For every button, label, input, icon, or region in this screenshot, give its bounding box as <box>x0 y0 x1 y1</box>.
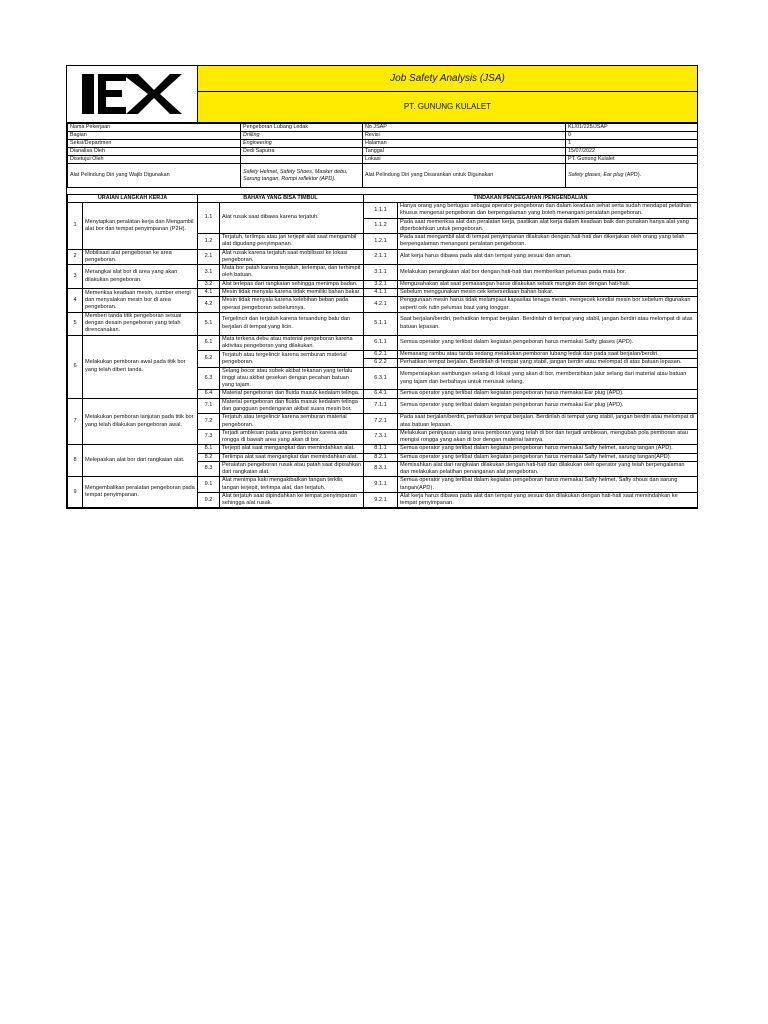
hazard-text: Terjatuh, terlimpa atau jari terjepit alat saat mengambil alat digudang penyimpanan. <box>220 234 364 250</box>
info-label: No JSAP <box>363 124 566 132</box>
hazard-text: Mesin tidak menyala karena kelebihan beban pada operasi pengeboran sebelumnya. <box>220 297 364 313</box>
table-row <box>68 398 698 414</box>
apd-required-label: Alat Pelindung Diri yang Wajib Digunakan <box>68 164 241 188</box>
hazard-number: 1.1 <box>198 203 220 234</box>
apd-row <box>68 164 698 188</box>
header <box>67 66 697 123</box>
info-row <box>68 124 698 132</box>
info-row <box>68 148 698 156</box>
info-row <box>68 156 698 164</box>
analysis-table <box>67 188 698 508</box>
step-text: Melakukan pemboran lanjutan pada titik bor yang telah dilakukan pengeboran awal. <box>83 398 198 445</box>
hazard-text: Material pengeboran dan fluida masuk kedalam telinga. <box>220 390 364 398</box>
hazard-text: Selang bocor atau sobek akibat tekanan yang terlalu tinggi atau akibat gesekan dengan pecahan batuan yang tajam. <box>220 367 364 390</box>
control-number: 6.3.1 <box>364 367 398 390</box>
info-value: 0 <box>566 132 698 140</box>
step-number: 2 <box>68 249 83 265</box>
info-value: PT. Gunung Kulalet <box>566 156 698 164</box>
table-row <box>68 203 698 219</box>
hazard-text: Alat rusak karena terjatuh saat mobilisasi ke lokasi pengeboran. <box>220 249 364 265</box>
control-text: Pada saat mengambil alat di tempat penyimpanan dilakukan dengan hati-hati dan dikerjakan oleh orang yang telah berpengalaman menangani peralatan pengeboran. <box>398 234 698 250</box>
control-text: Semua operator yang terlibat dalam kegiatan pengeboran harus memakai Safty helmet, sarung tangan (APD). <box>398 445 698 453</box>
info-label: Nama Pekerjaan <box>68 124 241 132</box>
hazard-text: Alat terlepas dari rangkaian sehingga menimpa badan. <box>220 280 364 288</box>
apd-suggested-items: Safety glases, Ear plug <box>568 172 624 179</box>
hazard-text: Mata bor patah karena terjatuh, terlempar, dan terhimpit oleh batuan. <box>220 265 364 281</box>
hazard-number: 7.1 <box>198 398 220 414</box>
info-label: Disetujui Oleh <box>68 156 241 164</box>
info-value: Dedi Saputra <box>241 148 363 156</box>
hazard-text: Terjepit alat saat mengangkat dan memindahkan alat. <box>220 445 364 453</box>
control-number: 9.1.1 <box>364 477 398 493</box>
hazard-text: Mesin tidak menyala karena tidak memiliki bahan bakar. <box>220 289 364 297</box>
info-label: Seksi/Departmen <box>68 140 241 148</box>
step-number: 4 <box>68 289 83 313</box>
control-number: 3.2.1 <box>364 280 398 288</box>
info-value: 1 <box>566 140 698 148</box>
company-name: PT. GUNUNG KULALET <box>198 92 697 122</box>
hazard-number: 5.1 <box>198 312 220 335</box>
control-number: 9.2.1 <box>364 492 398 508</box>
control-number: 6.1.1 <box>364 335 398 351</box>
hazard-text: Material pengeboran dan fluida masuk kedalam telinga dan gangguan pendengaran akibat suara mesin bor. <box>220 398 364 414</box>
control-text: Alat kerja harus dibawa pada alat dan tempat yang sesuai dan dilakukan dengan hati-hati saat memindahkan ke tempat penyimpanan. <box>398 492 698 508</box>
table-row <box>68 265 698 281</box>
info-value: Engineering <box>241 140 363 148</box>
info-row <box>68 140 698 148</box>
step-text: Memberi tanda titik pengeboran sesuai dengan desain pengeboran yang telah direncanakan. <box>83 312 198 335</box>
control-text: Semua operator yang terlibat dalam kegiatan pengeboran harus memakai Ear plug (APD). <box>398 390 698 398</box>
table-row <box>68 249 698 265</box>
control-number: 4.1.1 <box>364 289 398 297</box>
hazard-number: 8.2 <box>198 453 220 461</box>
control-text: Saat berjalan/berdiri, perhatikan tempat berjalan. Berdirilah di tempat yang stabil, jangan berdiri atau melompat di atas batuan lepasan. <box>398 312 698 335</box>
control-number: 5.1.1 <box>364 312 398 335</box>
hazard-text: Terjatuh atau tergelincir karena semburan material pengeboran. <box>220 414 364 430</box>
step-number: 8 <box>68 445 83 477</box>
control-text: Semua operator yang terlibat dalam kegiatan pengeboran harus memakai Safty glases (APD). <box>398 335 698 351</box>
control-number: 1.1.2 <box>364 218 398 234</box>
hazard-number: 8.3 <box>198 461 220 477</box>
step-text: Menyiapkan peralatan kerja dan Mengambil alat bor dari tempat penyimpanan (P2H). <box>83 203 198 250</box>
step-number: 9 <box>68 477 83 508</box>
steps-column-header: URAIAN LANGKAH KERJA <box>68 195 198 203</box>
control-text: Memisahkan alat dari rangkaian dilakukan dengan hati-hati dan dilakukan oleh operator yang telah berpengalaman dan melakukan pelatihan penanganan alat pengeboran. <box>398 461 698 477</box>
hazard-number: 8.1 <box>198 445 220 453</box>
control-number: 4.2.1 <box>364 297 398 313</box>
hazard-number: 9.2 <box>198 492 220 508</box>
hazard-text: Mata terkena debu atau material pengeboran karena aktivitas pengeboran yang dilakukan. <box>220 335 364 351</box>
control-text: Mempersiapkan sambungan selang di lokasi yang akan di bor, membersihkan jalur selang dari material atau batuan yang tajam dan berbahaya untuk merusak selang. <box>398 367 698 390</box>
table-row <box>68 335 698 351</box>
info-label: Revisi <box>363 132 566 140</box>
control-text: Pada saat memeriksa alat dan peralatan kerja, pastikan alat kerja dalam keadaan baik dan punakan hanya alat yang diperbolehkan untuk pengeboran. <box>398 218 698 234</box>
apd-suggested-label: Alat Pelindung Diri yang Disarankan untuk Digunakan <box>363 164 566 188</box>
document-title: Job Safety Analysis (JSA) <box>198 66 697 92</box>
step-number: 3 <box>68 265 83 289</box>
control-number: 7.2.1 <box>364 414 398 430</box>
hazard-number: 3.2 <box>198 280 220 288</box>
control-text: Hanya orang yang bertugas sebagai operator pengeboran dan dalam keadaan sehat serta sudah mendapat pelatihan khusus mengenai pengeboran dan berpengalaman yang boleh menangani peralatan pengeboran. <box>398 203 698 219</box>
control-text: Semua operator yang terlibat dalam kegiatan pengeboran harus memakai Ear plug (APD). <box>398 398 698 414</box>
control-number: 6.4.1 <box>364 390 398 398</box>
apd-required-value: Safety Helmet, Safety Shoes, Masker debu, Sarung tangan, Rompi reflektor (APD). <box>241 164 363 188</box>
control-text: Pada saat berjalan/berdiri, perhatikan tempat berjalan. Berdirilah di tempat yang stabil, jangan berdiri atau melompat di atas batuan lepasan. <box>398 414 698 430</box>
info-value: Drilling <box>241 132 363 140</box>
step-text: Memeriksa keadaan mesin, sumber energi dan menyalakan mesin bor di area pengeboran. <box>83 289 198 313</box>
info-value: KL/01/225/JSAP <box>566 124 698 132</box>
control-text: Semua operator yang terlibat dalam kegiatan pengeboran harus memakai Safty helmet, sarung tangan(APD). <box>398 453 698 461</box>
info-row <box>68 132 698 140</box>
control-number: 2.1.1 <box>364 249 398 265</box>
control-number: 8.3.1 <box>364 461 398 477</box>
step-text: Melepaskan alat bor dari rangkaian alat. <box>83 445 198 477</box>
hazard-text: Alat rusak saat dibawa karena terjatuh. <box>220 203 364 234</box>
control-text: Perhatikan tempat berjalan. Berdirilah di tempat yang stabil, jangan berdiri atau melompat di atas batuan lepasan. <box>398 359 698 367</box>
table-row <box>68 312 698 335</box>
info-value: Pengeboran Lubang Ledak <box>241 124 363 132</box>
controls-column-header: TINDAKAN PENCEGAHAN /PENGENDALIAN <box>364 195 698 203</box>
info-label: Lokasi <box>363 156 566 164</box>
control-number: 8.2.1 <box>364 453 398 461</box>
control-number: 8.1.1 <box>364 445 398 453</box>
step-text: Mengembalikan peralatan pengeboran pada tempat penyimpanan. <box>83 477 198 508</box>
info-value <box>241 156 363 164</box>
info-label: Halaman <box>363 140 566 148</box>
control-text: Sebelum menggunakan mesin cek ketersediaan bahan bakar. <box>398 289 698 297</box>
hazard-text: Terlimpa alat saat mengangkat dan memindahkan alat. <box>220 453 364 461</box>
control-text: Memasang rambu atau tanda sedang melakukan pemboran lubang ledak dan pada saat berjalan/berdiri. <box>398 351 698 359</box>
hazard-text: Alat menimpa kaki mengakibatkan tangan terkilir, tangan terjepit, terlimpa alat, dan terjatuh. <box>220 477 364 493</box>
table-row <box>68 477 698 493</box>
step-number: 1 <box>68 203 83 250</box>
control-number: 1.2.1 <box>364 234 398 250</box>
hazard-text: Terjadi amblesan pada area pemboran karena ada rongga di bawah area yang akan di bor. <box>220 429 364 445</box>
hazard-number: 6.3 <box>198 367 220 390</box>
control-text: Melakukan peninjauan ulang area pemboran yang telah di bor dan terjadi amblesan, mengubah pola pemboran atau mengisi rongga yang akan di bor dengan material lainnya. <box>398 429 698 445</box>
hazard-number: 4.1 <box>198 289 220 297</box>
hazard-text: Peralatan pengeboran rusak atau patah saat dipisahkan dari rangkaian alat. <box>220 461 364 477</box>
jsa-sheet <box>66 65 698 509</box>
table-row <box>68 445 698 453</box>
control-number: 6.2.2 <box>364 359 398 367</box>
info-label: Bagian <box>68 132 241 140</box>
hazards-column-header: BAHAYA YANG BISA TIMBUL <box>198 195 364 203</box>
control-text: Mengusahakan alat saat pemasangan harus dilakukan sebaik mungkin dan dengan hati-hati. <box>398 280 698 288</box>
hazard-text: Terjatuh atau tergelincir karena semburan material pengeboran. <box>220 351 364 368</box>
step-text: Merangkai alat bor di area yang akan dilakukan pengeboran. <box>83 265 198 289</box>
step-number: 7 <box>68 398 83 445</box>
hazard-number: 9.1 <box>198 477 220 493</box>
control-number: 7.3.1 <box>364 429 398 445</box>
step-number: 5 <box>68 312 83 335</box>
info-value: 15/07/2022 <box>566 148 698 156</box>
hazard-number: 1.2 <box>198 234 220 250</box>
company-logo-icon <box>82 74 182 114</box>
control-text: Alat kerja harus dibawa pada alat dan tempat yang sesuai dan aman. <box>398 249 698 265</box>
control-text: Semua operator yang terlibat dalam kegiatan pengeboran harus memakai Safty helmet, Safty shous dan sarung tangan(APD). <box>398 477 698 493</box>
hazard-text: Tergelincir dan terjatuh karena tersandung batu dan berjalan di tempat yang licin. <box>220 312 364 335</box>
column-headers <box>68 195 698 203</box>
step-number: 6 <box>68 335 83 398</box>
company-logo <box>67 66 198 122</box>
info-label: Dianalisa Oleh <box>68 148 241 156</box>
control-number: 3.1.1 <box>364 265 398 281</box>
control-number: 6.2.1 <box>364 351 398 359</box>
control-number: 1.1.1 <box>364 203 398 219</box>
hazard-number: 4.2 <box>198 297 220 313</box>
info-table <box>67 123 698 188</box>
table-row <box>68 289 698 297</box>
hazard-number: 3.1 <box>198 265 220 281</box>
control-text: Penggunaan mesin harus tidak melampaui kapasitas tenaga mesin, mengecek kondisi mesin bor sebelum digunakan seperti cek rutin pelumas baut yang longgar. <box>398 297 698 313</box>
control-text: Melakukan perangkaian alat bor dengan hati-hati dan memberikan pelumas pada mata bor. <box>398 265 698 281</box>
apd-suggested-value <box>566 164 698 188</box>
control-number: 7.1.1 <box>364 398 398 414</box>
step-text: Melakukan pemboran awal pada titik bor yang telah diberi tanda. <box>83 335 198 398</box>
apd-suggested-suffix: (APD). <box>623 172 642 179</box>
hazard-number: 2.1 <box>198 249 220 265</box>
hazard-number: 6.2 <box>198 351 220 368</box>
step-text: Mobilisasi alat pengeboran ke area pengeboran. <box>83 249 198 265</box>
info-label: Tanggal <box>363 148 566 156</box>
hazard-number: 6.4 <box>198 390 220 398</box>
hazard-number: 7.3 <box>198 429 220 445</box>
hazard-number: 7.2 <box>198 414 220 430</box>
hazard-text: Alat terjatuh saat dipindahkan ke tempat penyimpanan sehingga alat rusak. <box>220 492 364 508</box>
hazard-number: 6.1 <box>198 335 220 351</box>
